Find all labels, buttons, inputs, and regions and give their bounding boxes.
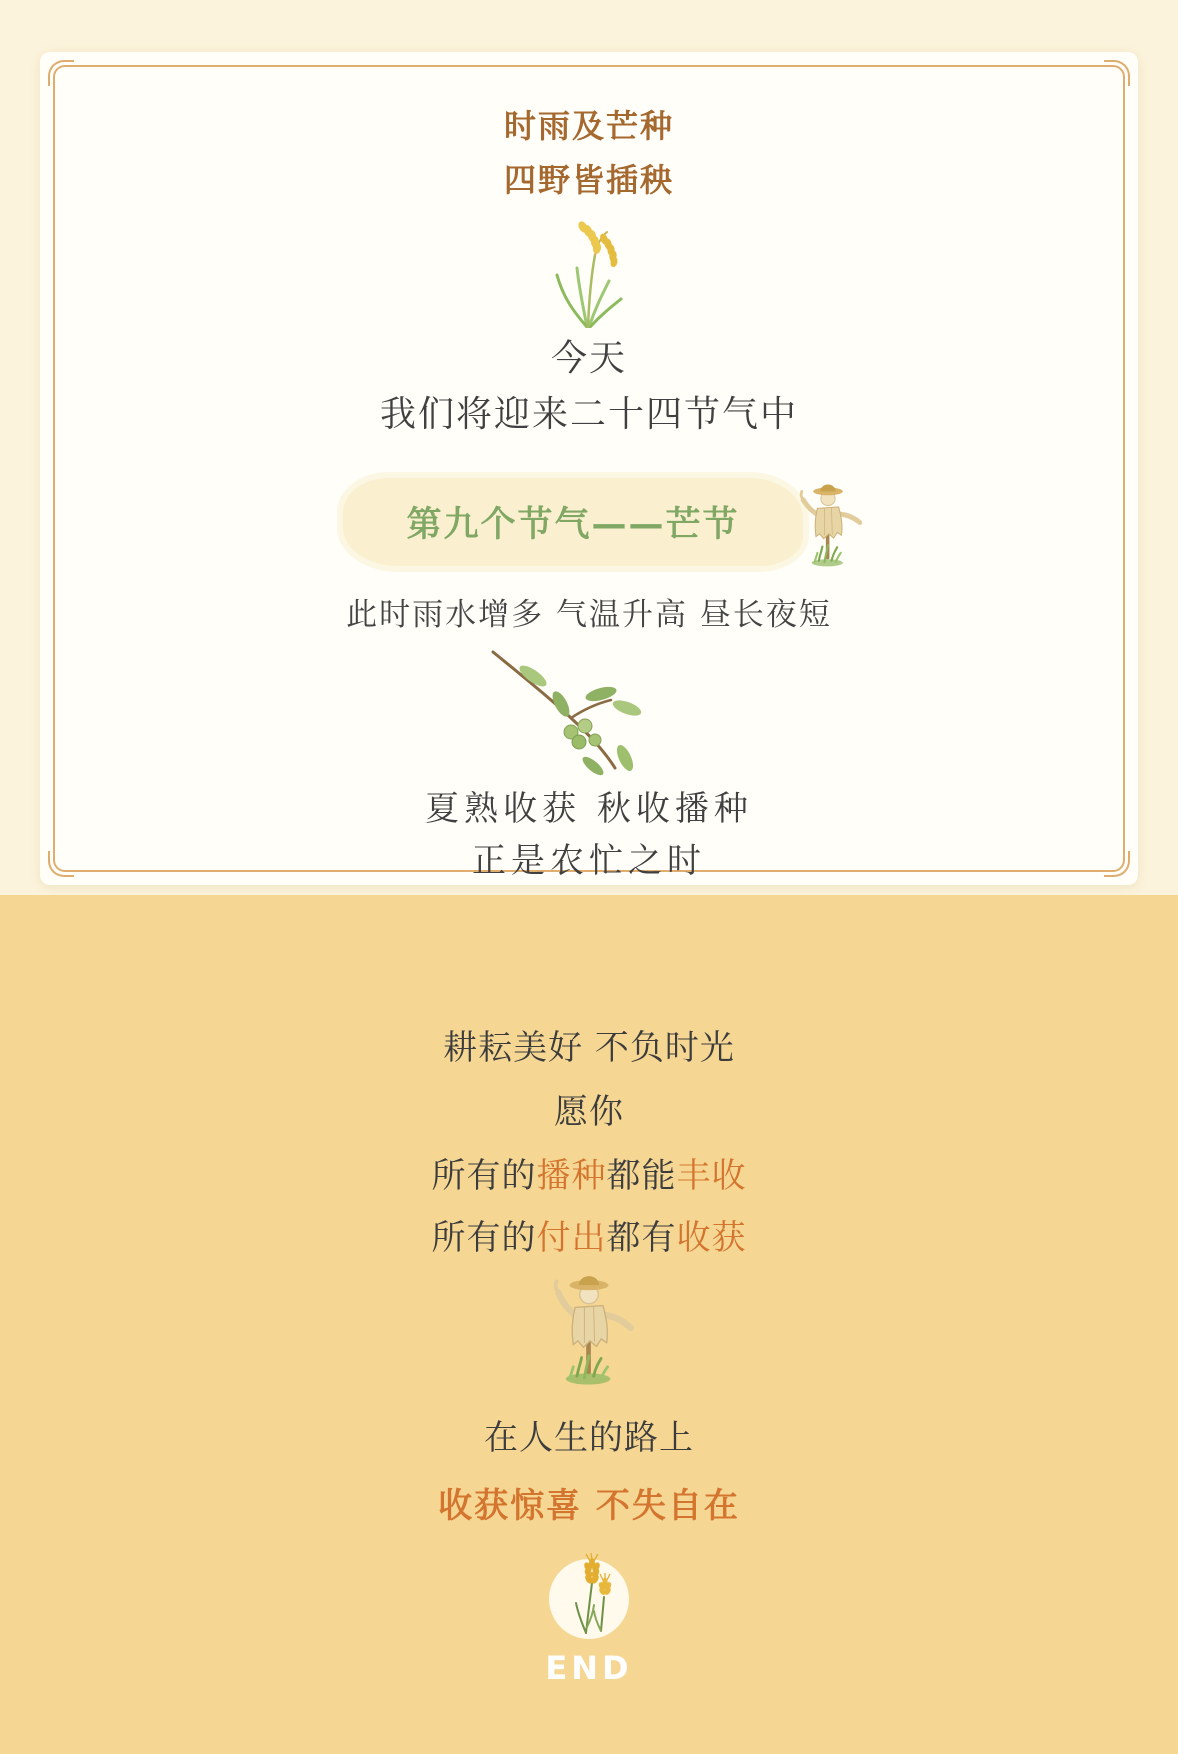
wish-highlight: 付出 — [536, 1218, 607, 1258]
wish-highlight: 播种 — [536, 1156, 607, 1196]
wish-highlight: 丰收 — [676, 1156, 747, 1196]
poem-line-1: 时雨及芒种 — [503, 107, 674, 145]
wish-line-3 — [0, 1153, 1178, 1199]
wish-line-4 — [0, 1215, 1178, 1261]
wish-plain: 所有的 — [431, 1218, 537, 1258]
highlight-pill — [343, 478, 803, 566]
wish-line-1: 耕耘美好 不负时光 — [443, 1028, 735, 1068]
wish-line-5: 在人生的路上 — [484, 1418, 694, 1458]
highlight-pill-row — [343, 478, 803, 566]
solar-term-name: 第九个节气——芒节 — [406, 505, 740, 545]
scarecrow-icon — [537, 1261, 641, 1391]
harvest-line-2: 正是农忙之时 — [472, 841, 706, 881]
wish-plain: 所有的 — [431, 1156, 537, 1196]
end-label: END — [545, 1649, 633, 1687]
fruit-branch-icon — [475, 646, 655, 778]
wish-highlight: 收获 — [676, 1218, 747, 1258]
wish-plain: 都有 — [606, 1218, 677, 1258]
scarecrow-illustration — [0, 1261, 1178, 1391]
harvest-line-1: 夏熟收获 秋收播种 — [425, 789, 753, 829]
intro-line-2: 我们将迎来二十四节气中 — [379, 394, 798, 435]
card-content — [40, 52, 1138, 884]
end-badge — [549, 1559, 629, 1639]
intro-line-1: 今天 — [550, 338, 627, 379]
weather-line: 此时雨水增多 气温升高 昼长夜短 — [346, 597, 832, 633]
scarecrow-icon — [789, 473, 867, 572]
poem-line-2: 四野皆插秧 — [503, 161, 674, 199]
solar-term-card — [40, 52, 1138, 885]
rice-plant-icon — [541, 218, 637, 328]
wish-section — [0, 895, 1178, 1689]
wish-line-2: 愿你 — [554, 1092, 624, 1132]
wish-plain: 都能 — [606, 1156, 677, 1196]
wish-line-6: 收获惊喜 不失自在 — [438, 1486, 740, 1526]
rice-plant-illustration — [40, 218, 1138, 328]
wheat-icon — [561, 1551, 617, 1635]
fruit-branch-illustration — [16, 646, 1114, 778]
